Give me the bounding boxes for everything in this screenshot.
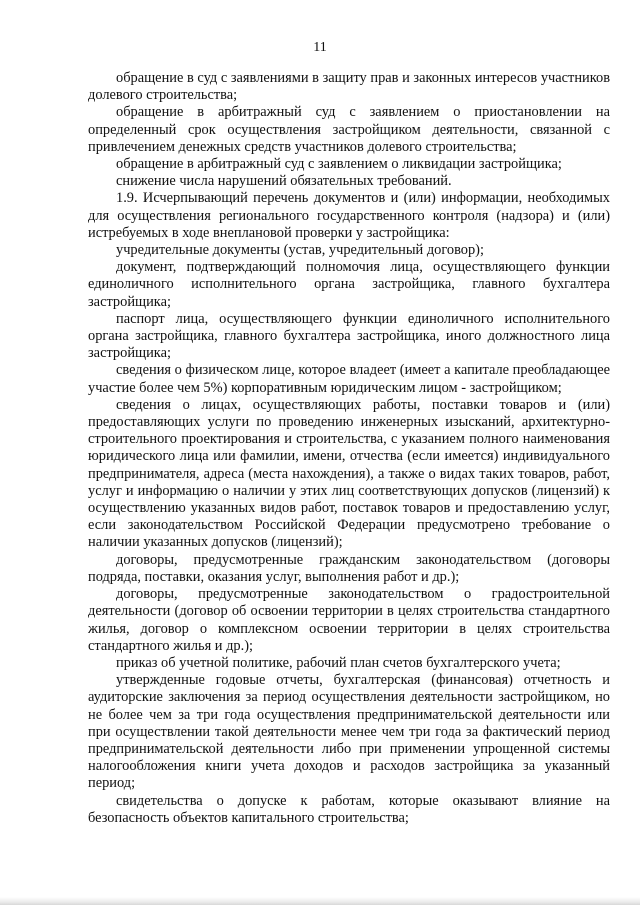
list-item: сведения о физическом лице, которое владеет (имеет а капитале преобладающее участие более чем 5%) корпоративным юридическим лицом - застройщиком; xyxy=(88,362,610,396)
list-item: договоры, предусмотренные законодательством о градостроительной деятельности (договор об освоении территории в целях строительства стандартного жилья, договор о комплексном освоении территории в целях строительства стандартного жилья и др.); xyxy=(88,586,610,654)
list-item: сведения о лицах, осуществляющих работы, поставки товаров и (или) предоставляющих услуги по проведению инженерных изысканий, архитектурно-строительного проектирования и строительства, с указанием полного наименования юридического лица или фамилии, имени, отчества (если имеется) индивидуального предпринимателя, адреса (места нахождения), а также о видах таких товаров, работ, услуг и информацию о наличии у этих лиц соответствующих допусков (лицензий) к осуществлению указанных видов работ, поставок товаров и предоставлению услуг, если законодательством Российской Федерации предусмотрено требование о наличии указанных допусков (лицензий); xyxy=(88,396,610,551)
section-heading-paragraph: 1.9. Исчерпывающий перечень документов и (или) информации, необходимых для осуществления регионального государственного контроля (надзора) и (или) истребуемых в ходе внеплановой проверки у застройщика: xyxy=(88,190,610,241)
paragraph: обращение в арбитражный суд с заявлением о ликвидации застройщика; xyxy=(116,156,562,173)
list-item: документ, подтверждающий полномочия лица, осуществляющего функции единоличного исполнительного органа застройщика, главного бухгалтера застройщика; xyxy=(88,259,610,310)
paragraph: обращение в суд с заявлениями в защиту прав и законных интересов участников долевого строительства; xyxy=(88,70,610,104)
list-item: договоры, предусмотренные гражданским законодательством (договоры подряда, поставки, оказания услуг, выполнения работ и др.); xyxy=(88,551,610,585)
list-item: утвержденные годовые отчеты, бухгалтерская (финансовая) отчетность и аудиторские заключения за период осуществления деятельности застройщиком, но не более чем за три года осуществления предпринимательской деятельности или при осуществлении такой деятельности менее чем три года за фактический период предпринимательской деятельности либо при применении упрощенной системы налогообложения книги учета доходов и расходов застройщика за указанный период; xyxy=(88,672,610,792)
document-body xyxy=(88,70,610,827)
list-item: паспорт лица, осуществляющего функции единоличного исполнительного органа застройщика, главного бухгалтера застройщика, иного должностного лица застройщика; xyxy=(88,310,610,362)
page-number: 11 xyxy=(313,40,327,55)
scan-edge xyxy=(0,897,640,905)
paragraph: обращение в арбитражный суд с заявлением о приостановлении на определенный срок осуществления застройщиком деятельности, связанной с привлечением денежных средств участников долевого строительства; xyxy=(88,104,610,155)
paragraph: снижение числа нарушений обязательных требований. xyxy=(116,173,452,190)
list-item: учредительные документы (устав, учредительный договор); xyxy=(116,242,484,259)
list-item: приказ об учетной политике, рабочий план счетов бухгалтерского учета; xyxy=(116,654,561,671)
list-item: свидетельства о допуске к работам, которые оказывают влияние на безопасность объектов капитального строительства; xyxy=(88,792,610,826)
